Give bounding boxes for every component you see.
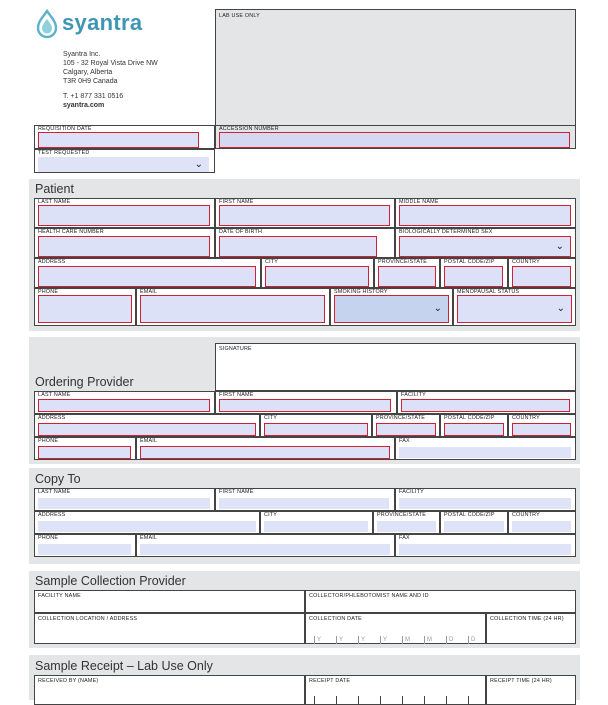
patient-phone-label: PHONE <box>38 289 59 295</box>
ordering-province-label: PROVINCE/STATE <box>376 415 426 421</box>
receipt-date-slot-4 <box>402 696 403 704</box>
copy-facility-label: FACILITY <box>399 489 424 495</box>
copy-first-name-input[interactable] <box>219 498 389 509</box>
patient-last-name-cell <box>34 198 215 228</box>
ordering-email-label: EMAIL <box>140 438 158 444</box>
patient-province-cell <box>374 258 440 288</box>
accession-number-cell <box>215 125 576 149</box>
patient-first-name-input[interactable] <box>219 205 390 226</box>
receipt-time-cell <box>486 675 576 705</box>
patient-title: Patient <box>35 182 74 196</box>
copy-facility-input[interactable] <box>399 498 571 509</box>
received-by-label: RECEIVED BY (NAME) <box>38 678 99 684</box>
patient-health-card-label: HEALTH CARE NUMBER <box>38 229 104 235</box>
date-char-6: D <box>446 636 453 644</box>
patient-sex-select[interactable] <box>399 236 571 257</box>
copy-city-cell <box>260 511 373 534</box>
patient-address-label: ADDRESS <box>38 259 66 265</box>
collection-location-label: COLLECTION LOCATION / ADDRESS <box>38 616 138 622</box>
patient-smoking-label: SMOKING HISTORY <box>334 289 388 295</box>
copy-phone-label: PHONE <box>38 535 59 541</box>
copy-phone-input[interactable] <box>38 544 131 555</box>
patient-dob-label: DATE OF BIRTH <box>219 229 263 235</box>
patient-sex-cell <box>395 228 576 258</box>
patient-phone-cell <box>34 288 136 326</box>
collection-time-cell <box>486 613 576 644</box>
copy-last-name-cell <box>34 488 215 511</box>
ordering-phone-cell <box>34 437 136 460</box>
copy-province-label: PROVINCE/STATE <box>377 512 427 518</box>
ordering-province-input[interactable] <box>376 423 436 436</box>
receipt-date-slot-6 <box>446 696 447 704</box>
patient-menopausal-cell <box>453 288 576 326</box>
company-name: Syantra Inc. <box>63 51 101 58</box>
ordering-phone-label: PHONE <box>38 438 59 444</box>
patient-menopausal-select[interactable] <box>457 295 572 323</box>
receipt-date-slot-7 <box>468 696 469 704</box>
requisition-date-input[interactable] <box>38 132 199 148</box>
patient-postal-cell <box>440 258 508 288</box>
copy-to-title: Copy To <box>35 472 81 486</box>
ordering-postal-cell <box>440 414 508 437</box>
company-contact <box>63 92 123 110</box>
copy-fax-cell <box>395 534 576 557</box>
receipt-title: Sample Receipt – Lab Use Only <box>35 659 213 673</box>
signature-label: SIGNATURE <box>219 346 252 352</box>
ordering-facility-label: FACILITY <box>401 392 426 398</box>
collection-title: Sample Collection Provider <box>35 574 186 588</box>
brand-name: syantra <box>62 10 143 35</box>
company-address <box>63 50 158 86</box>
patient-phone-input[interactable] <box>38 295 132 323</box>
patient-email-input[interactable] <box>140 295 325 323</box>
copy-first-name-cell <box>215 488 395 511</box>
ordering-address-input[interactable] <box>38 423 256 436</box>
collection-date-cell <box>305 613 486 644</box>
patient-city-label: CITY <box>265 259 279 265</box>
receipt-date-slot-2 <box>358 696 359 704</box>
patient-address-cell <box>34 258 261 288</box>
drop-logo-icon <box>34 9 60 39</box>
patient-last-name-label: LAST NAME <box>38 199 71 205</box>
copy-address-cell <box>34 511 260 534</box>
date-char-5: M <box>424 636 432 644</box>
ordering-last-name-cell <box>34 391 215 414</box>
test-requested-cell <box>34 149 215 173</box>
receipt-date-slot-3 <box>380 696 381 704</box>
copy-fax-input[interactable] <box>399 544 571 555</box>
copy-address-label: ADDRESS <box>38 512 66 518</box>
copy-country-cell <box>508 511 576 534</box>
requisition-date-label: REQUISITION DATE <box>38 126 92 132</box>
test-requested-select[interactable] <box>38 157 209 172</box>
collection-date-digits[interactable] <box>314 636 474 644</box>
copy-last-name-input[interactable] <box>38 498 210 509</box>
ordering-last-name-label: LAST NAME <box>38 392 71 398</box>
date-char-7: D <box>468 636 475 644</box>
requisition-date-cell <box>34 125 215 149</box>
patient-postal-label: POSTAL CODE/ZIP <box>444 259 495 265</box>
patient-middle-name-label: MIDDLE NAME <box>399 199 439 205</box>
receipt-time-label: RECEIPT TIME (24 HR) <box>490 678 552 684</box>
ordering-facility-cell <box>397 391 576 414</box>
chevron-down-icon: ⌄ <box>555 240 564 252</box>
ordering-email-input[interactable] <box>140 446 390 459</box>
ordering-first-name-cell <box>215 391 397 414</box>
patient-first-name-cell <box>215 198 395 228</box>
patient-email-label: EMAIL <box>140 289 158 295</box>
patient-health-card-cell <box>34 228 215 258</box>
ordering-phone-input[interactable] <box>38 446 131 459</box>
copy-last-name-label: LAST NAME <box>38 489 71 495</box>
copy-city-input[interactable] <box>264 521 368 532</box>
patient-country-input[interactable] <box>512 266 571 287</box>
date-char-4: M <box>402 636 410 644</box>
patient-smoking-select[interactable] <box>334 295 449 323</box>
date-char-1: Y <box>336 636 343 644</box>
collection-facility-label: FACILITY NAME <box>38 593 81 599</box>
ordering-provider-title: Ordering Provider <box>35 375 134 389</box>
ordering-email-cell <box>136 437 395 460</box>
patient-address-input[interactable] <box>38 266 256 287</box>
ordering-fax-label: FAX <box>399 438 410 444</box>
copy-postal-cell <box>440 511 508 534</box>
collection-date-label: COLLECTION DATE <box>309 616 362 622</box>
patient-middle-name-cell <box>395 198 576 228</box>
patient-country-label: COUNTRY <box>512 259 540 265</box>
patient-sex-label: BIOLOGICALLY DETERMINED SEX <box>399 229 493 235</box>
received-by-cell <box>34 675 305 705</box>
receipt-date-digits[interactable] <box>314 694 474 702</box>
patient-city-cell <box>261 258 374 288</box>
copy-address-input[interactable] <box>38 521 256 532</box>
copy-city-label: CITY <box>264 512 278 518</box>
ordering-postal-input[interactable] <box>444 423 504 436</box>
receipt-date-cell <box>305 675 486 705</box>
patient-menopausal-label: MENOPAUSAL STATUS <box>457 289 520 295</box>
collection-facility-cell <box>34 590 305 613</box>
ordering-first-name-input[interactable] <box>219 399 391 412</box>
copy-first-name-label: FIRST NAME <box>219 489 254 495</box>
collection-time-label: COLLECTION TIME (24 HR) <box>490 616 564 622</box>
patient-dob-cell <box>215 228 395 258</box>
test-requested-label: TEST REQUESTED <box>38 150 90 156</box>
patient-first-name-label: FIRST NAME <box>219 199 254 205</box>
receipt-date-slot-5 <box>424 696 425 704</box>
patient-country-cell <box>508 258 576 288</box>
company-street: 105 - 32 Royal Vista Drive NW <box>63 60 158 67</box>
patient-dob-input[interactable] <box>219 236 377 257</box>
date-char-3: Y <box>380 636 387 644</box>
company-city: Calgary, Alberta <box>63 69 113 76</box>
ordering-country-cell <box>508 414 576 437</box>
ordering-address-cell <box>34 414 260 437</box>
company-phone: T. +1 877 331 0516 <box>63 93 124 100</box>
syantra-logo <box>34 9 154 41</box>
ordering-city-input[interactable] <box>264 423 368 436</box>
copy-postal-input[interactable] <box>444 521 504 532</box>
collector-label: COLLECTOR/PHLEBOTOMIST NAME AND ID <box>309 593 429 599</box>
ordering-facility-input[interactable] <box>401 399 570 412</box>
copy-postal-label: POSTAL CODE/ZIP <box>444 512 495 518</box>
ordering-first-name-label: FIRST NAME <box>219 392 254 398</box>
patient-postal-input[interactable] <box>444 266 503 287</box>
receipt-date-slot-0 <box>314 696 315 704</box>
signature-cell <box>215 343 576 391</box>
copy-email-label: EMAIL <box>140 535 158 541</box>
patient-middle-name-input[interactable] <box>399 205 571 226</box>
receipt-date-label: RECEIPT DATE <box>309 678 351 684</box>
collection-location-cell <box>34 613 305 644</box>
patient-health-card-input[interactable] <box>38 236 210 257</box>
copy-phone-cell <box>34 534 136 557</box>
ordering-address-label: ADDRESS <box>38 415 66 421</box>
collector-cell <box>305 590 576 613</box>
patient-email-cell <box>136 288 330 326</box>
copy-fax-label: FAX <box>399 535 410 541</box>
patient-province-input[interactable] <box>378 266 436 287</box>
ordering-city-cell <box>260 414 372 437</box>
company-web: syantra.com <box>63 102 105 109</box>
copy-country-label: COUNTRY <box>512 512 540 518</box>
copy-email-input[interactable] <box>140 544 390 555</box>
copy-country-input[interactable] <box>512 521 571 532</box>
ordering-city-label: CITY <box>264 415 278 421</box>
patient-last-name-input[interactable] <box>38 205 210 226</box>
company-postal: T3R 0H9 Canada <box>63 78 118 85</box>
patient-city-input[interactable] <box>265 266 369 287</box>
copy-facility-cell <box>395 488 576 511</box>
accession-number-input[interactable] <box>219 132 570 148</box>
date-char-0: Y <box>314 636 321 644</box>
ordering-country-input[interactable] <box>512 423 571 436</box>
receipt-date-slot-1 <box>336 696 337 704</box>
ordering-postal-label: POSTAL CODE/ZIP <box>444 415 495 421</box>
copy-province-input[interactable] <box>377 521 436 532</box>
chevron-down-icon: ⌄ <box>556 303 565 314</box>
ordering-country-label: COUNTRY <box>512 415 540 421</box>
ordering-fax-cell <box>395 437 576 460</box>
copy-province-cell <box>373 511 440 534</box>
ordering-province-cell <box>372 414 440 437</box>
patient-smoking-cell <box>330 288 453 326</box>
ordering-last-name-input[interactable] <box>38 399 210 412</box>
patient-province-label: PROVINCE/STATE <box>378 259 428 265</box>
copy-email-cell <box>136 534 395 557</box>
ordering-fax-input[interactable] <box>399 447 571 458</box>
accession-number-label: ACCESSION NUMBER <box>219 126 279 132</box>
date-char-2: Y <box>358 636 365 644</box>
chevron-down-icon: ⌄ <box>433 303 442 314</box>
lab-use-only-label: LAB USE ONLY <box>219 13 260 19</box>
chevron-down-icon: ⌄ <box>194 158 203 170</box>
